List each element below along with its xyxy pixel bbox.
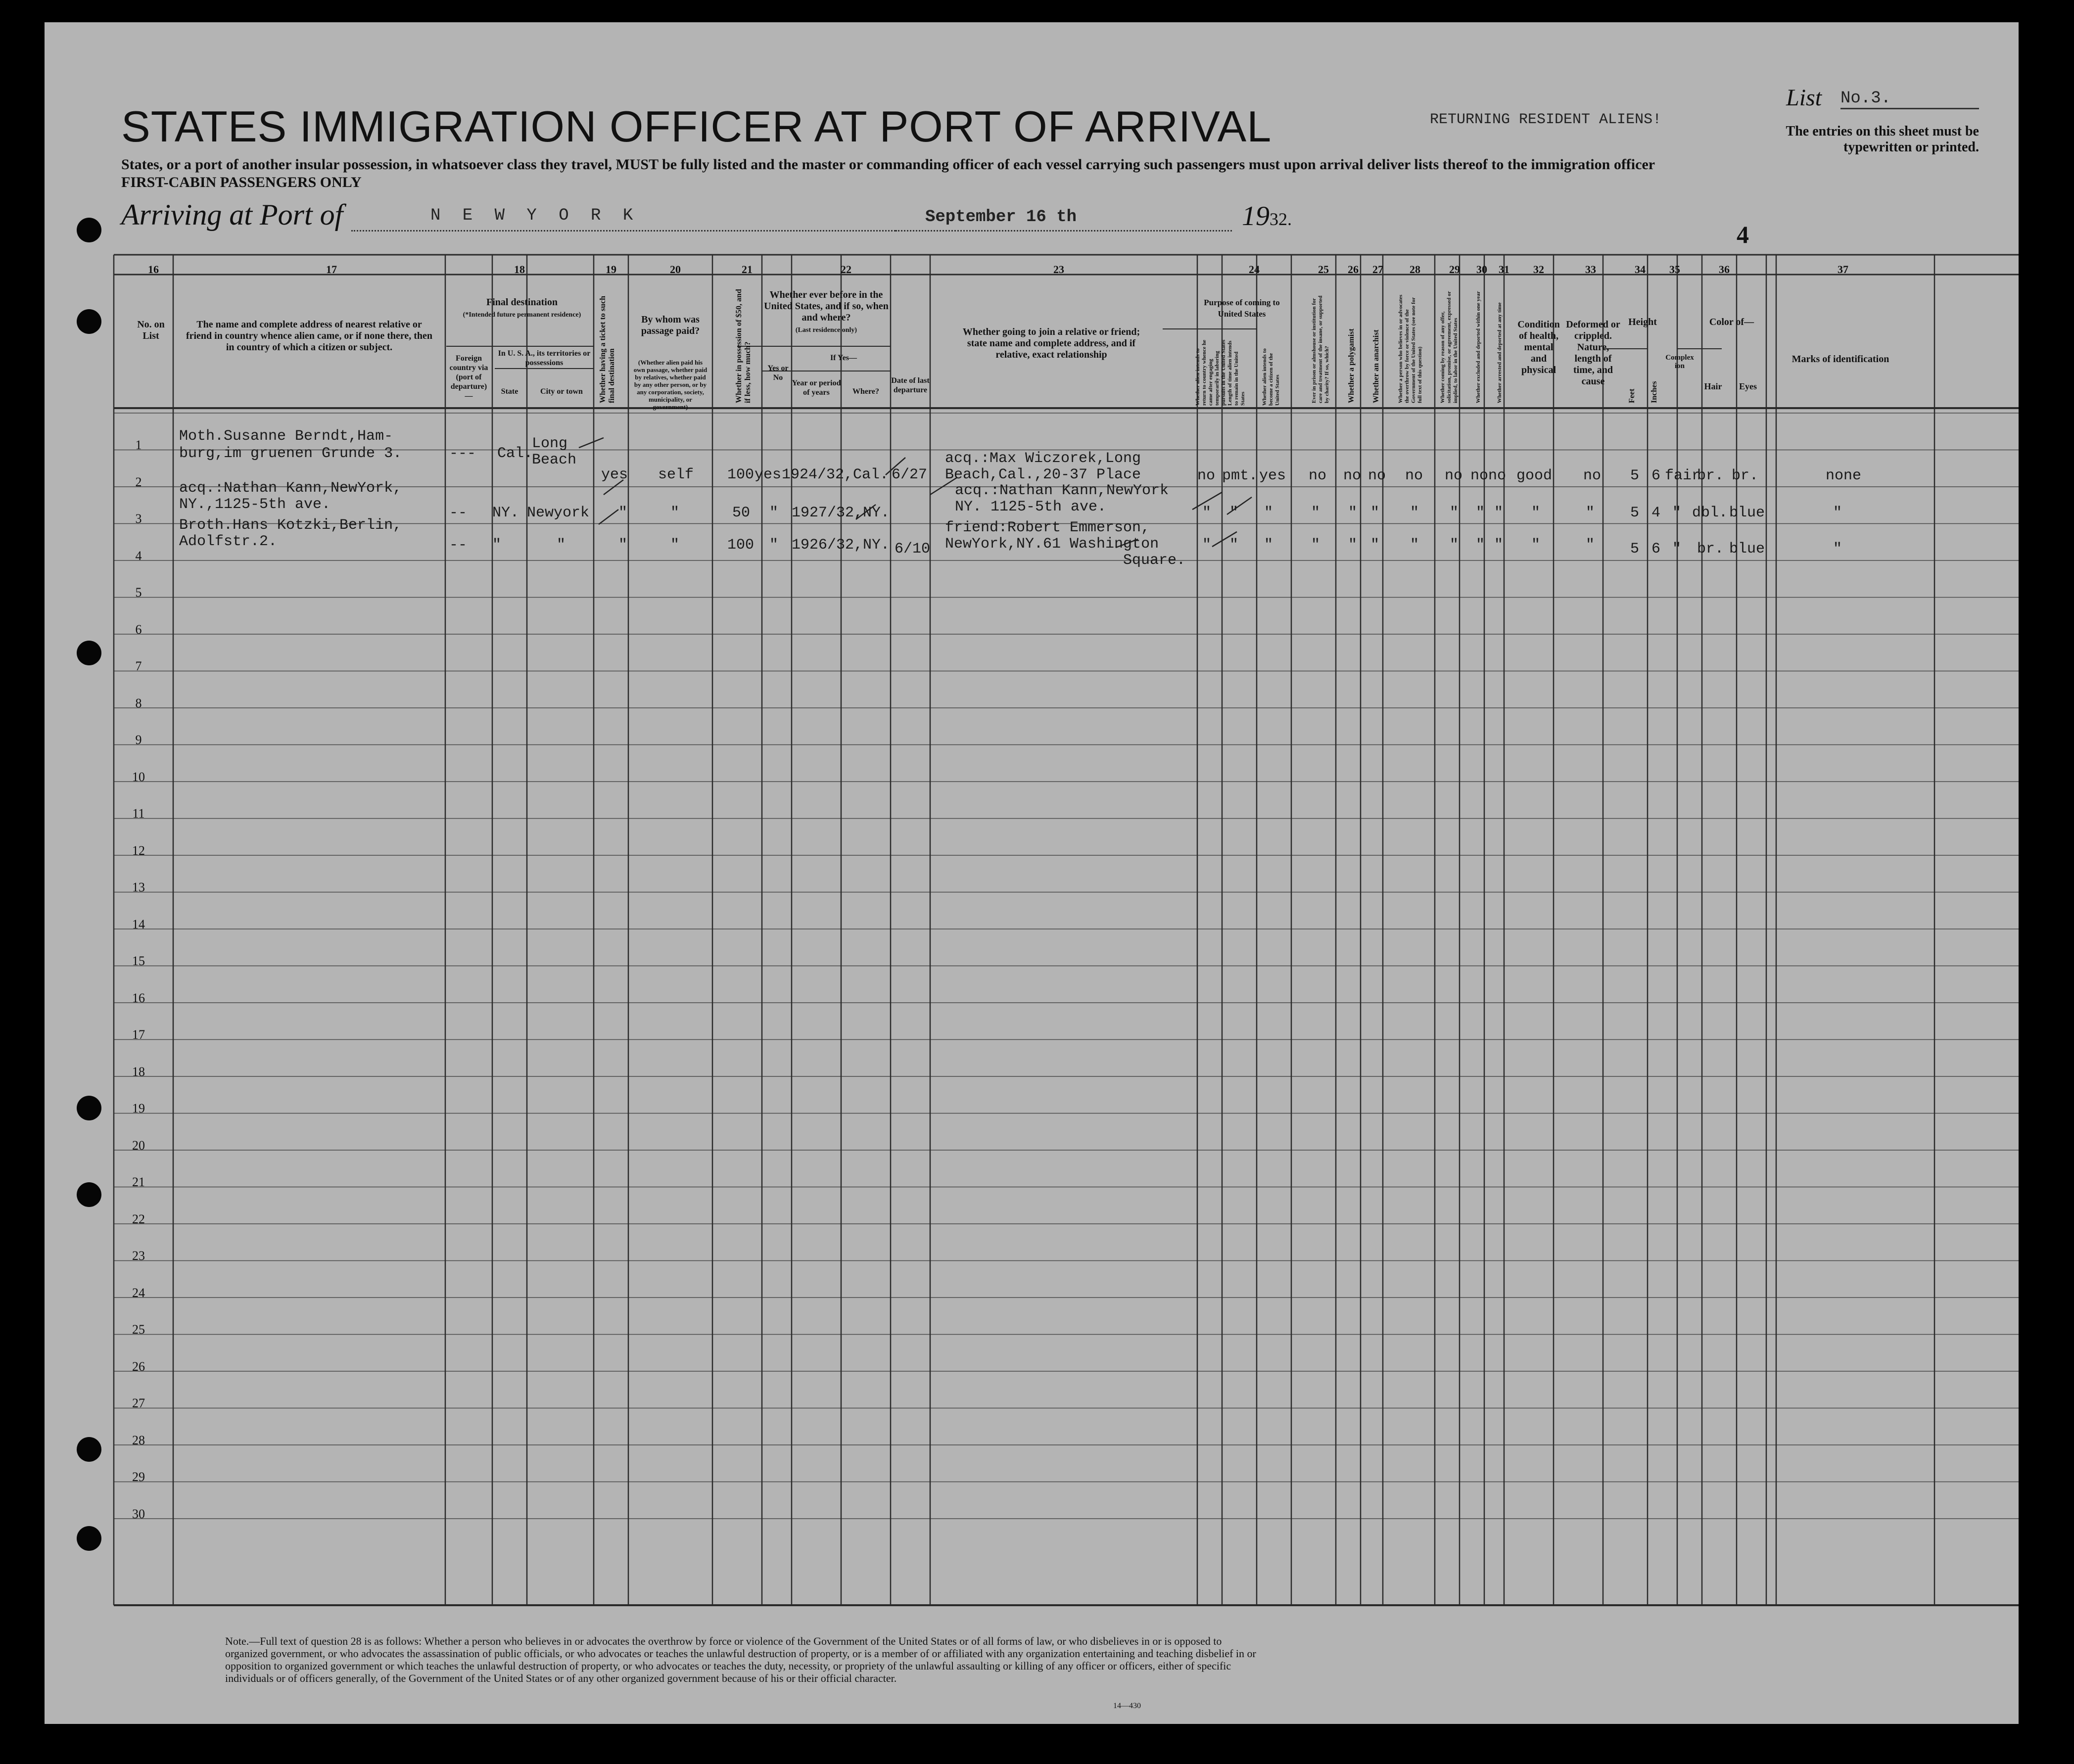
col-num-18: 18 xyxy=(514,263,525,276)
entry-1-paid: self xyxy=(658,466,694,483)
entry-3-relative-line2: Adolfstr.2. xyxy=(179,533,278,550)
entry-2-state: NY. xyxy=(492,505,519,521)
entry-1-city-line1: Long xyxy=(532,435,568,452)
entry-3-join-line3: Square. xyxy=(1123,552,1186,569)
header-hair: Hair xyxy=(1704,381,1722,391)
entry-1-inches: 6 xyxy=(1651,467,1661,484)
row-number: 28 xyxy=(132,1433,145,1447)
entry-1-city-line2: Beach xyxy=(532,452,577,468)
entry-1-complexion: fair xyxy=(1665,467,1701,484)
year-prefix: 19 xyxy=(1242,201,1270,232)
entry-2-purpose-citizen: " xyxy=(1264,505,1273,521)
col-num-29: 29 xyxy=(1449,263,1460,276)
entry-1-purpose-return: no xyxy=(1197,467,1216,484)
entry-3-years: 1926/32,NY. xyxy=(792,537,890,554)
arriving-label: Arriving at Port of xyxy=(121,198,343,231)
entry-3-feet: 5 xyxy=(1630,541,1640,557)
entry-3-q31: " xyxy=(1494,537,1504,554)
header-complexion: Complexion xyxy=(1665,354,1694,370)
entry-1-marks: none xyxy=(1826,467,1862,484)
col-num-36: 36 xyxy=(1719,263,1730,276)
col-num-31: 31 xyxy=(1499,263,1509,276)
col-num-30: 30 xyxy=(1476,263,1487,276)
header-q30: Whether excluded and deported within one year xyxy=(1475,291,1481,403)
col-num-22: 22 xyxy=(841,263,851,276)
entry-1-money: 100 xyxy=(727,466,754,483)
row-number: 9 xyxy=(135,733,142,747)
entry-3-departure: 6/10 xyxy=(895,541,931,557)
entry-3-q30: " xyxy=(1476,537,1485,554)
entry-1-years: 1924/32,Cal. xyxy=(782,466,889,483)
header-ticket: Whether having a ticket to such final destination xyxy=(599,295,616,403)
col-num-28: 28 xyxy=(1410,263,1420,276)
manifest-grid xyxy=(45,22,2019,1724)
entry-3-q26: " xyxy=(1348,537,1358,554)
year-suffix: 32. xyxy=(1270,209,1292,229)
row-number: 23 xyxy=(132,1249,145,1263)
row-number: 24 xyxy=(132,1285,145,1300)
col-num-27: 27 xyxy=(1372,263,1383,276)
row-number: 4 xyxy=(135,548,142,563)
entry-3-marks: " xyxy=(1833,541,1842,557)
row-number: 26 xyxy=(132,1359,145,1374)
row-number: 7 xyxy=(135,659,142,673)
col-num-32: 32 xyxy=(1533,263,1544,276)
entry-2-ticket: " xyxy=(618,505,628,521)
entry-1-state: Cal. xyxy=(497,445,533,462)
entry-2-purpose-return: " xyxy=(1202,505,1212,521)
entry-1-departure: 6/27 xyxy=(892,466,928,483)
entry-1-q27: no xyxy=(1368,467,1386,484)
entry-1-relative-line2: burg,im gruenen Grunde 3. xyxy=(179,445,402,462)
typewritten-note: The entries on this sheet must be typewritten or printed. xyxy=(1786,124,1979,155)
header-in-usa: In U. S. A., its territories or possessions xyxy=(498,349,591,367)
header-before-us xyxy=(762,289,891,336)
entry-3-purpose-length: " xyxy=(1229,537,1239,554)
row-number: 2 xyxy=(135,474,142,489)
question-28-note: Note.—Full text of question 28 is as follows: Whether a person who believes in or advocates the overthrow by force or violence of the Government of the United States or of all forms of law, or who disbelieves in or is opposed to organized government, or who advocates the assassination of public officials, or who advocates or teaches the unlawful destruction of property, or is a member of or affiliated with any organization entertaining and teaching disbelief in or opposition to organized government or which teaches the unlawful destruction of property, or who advocates or teaches the duty, necessity, or propriety of the unlawful assaulting or killing of any officer or officers, either of specific individuals or of officers generally, of the Government of the United States or of any other organized government because of his or their official character. xyxy=(225,1635,1256,1684)
row-number: 14 xyxy=(132,917,145,931)
entry-2-inches: 4 xyxy=(1651,505,1661,521)
header-q29: Whether coming by reason of any offer, solicitation, promise, or agreement, expressed or implied, to labor in the United States xyxy=(1440,291,1459,403)
instruction-line: States, or a port of another insular possession, in whatsoever class they travel, MUST be fully listed and the master or commanding officer of each vessel carrying such passengers must upon arrival deliver lists thereof to the immigration officer xyxy=(121,156,1655,173)
header-possession: Whether in possession of $50, and if less, how much? xyxy=(735,289,752,403)
entry-2-q29: " xyxy=(1450,505,1459,521)
first-cabin-label: FIRST-CABIN PASSENGERS ONLY xyxy=(121,174,362,190)
entry-3-complexion: " xyxy=(1672,541,1682,557)
entry-1-foreign: --- xyxy=(449,445,476,462)
entry-2-before: " xyxy=(769,505,779,521)
final-destination-sublabel: (*Intended future permanent residence) xyxy=(463,311,581,319)
header-purpose-length: Length of time alien intends to remain in the United States xyxy=(1227,340,1246,406)
row-number: 20 xyxy=(132,1138,145,1153)
header-where: Where? xyxy=(852,387,879,396)
header-year-period: Year or period of years xyxy=(792,379,841,397)
entry-3-state: " xyxy=(492,537,502,554)
entry-2-relative-line1: acq.:Nathan Kann,NewYork, xyxy=(179,480,402,497)
row-number: 21 xyxy=(132,1175,145,1189)
col-num-34: 34 xyxy=(1635,263,1646,276)
header-feet: Feet xyxy=(1628,388,1636,403)
entry-1-hair: br. xyxy=(1697,467,1724,484)
entry-2-q25: " xyxy=(1311,505,1320,521)
header-yes-no: Yes or No xyxy=(767,364,789,382)
row-number: 6 xyxy=(135,622,142,637)
header-marks: Marks of identification xyxy=(1791,354,1889,365)
row-number: 1 xyxy=(135,438,142,452)
entry-2-eyes: blue xyxy=(1729,505,1765,521)
header-state: State xyxy=(501,387,518,396)
header-color-of: Color of— xyxy=(1709,317,1754,327)
entry-1-q31: no xyxy=(1488,467,1507,484)
final-destination-label: Final destination xyxy=(486,297,558,308)
list-number: No.3. xyxy=(1840,89,1979,109)
entry-2-money: 50 xyxy=(732,505,751,521)
entry-1-join-line2: Beach,Cal.,20-37 Place xyxy=(945,466,1141,483)
entry-1-deformed: no xyxy=(1583,467,1602,484)
entry-3-q28: " xyxy=(1410,537,1419,554)
entry-2-q31: " xyxy=(1494,505,1504,521)
entry-1-eyes: br. xyxy=(1732,467,1759,484)
entry-3-q29: " xyxy=(1450,537,1459,554)
entry-1-q28: no xyxy=(1405,467,1423,484)
entry-3-purpose-return: " xyxy=(1202,537,1212,554)
list-label: List xyxy=(1786,85,1822,111)
entry-3-foreign: -- xyxy=(449,537,468,554)
header-relative: The name and complete address of nearest relative or friend in country whence alien came, or if none there, then in country of which a citizen or subject. xyxy=(186,319,433,353)
entry-1-relative-line1: Moth.Susanne Berndt,Ham- xyxy=(179,428,393,445)
form-number: 14—430 xyxy=(1113,1702,1141,1710)
entry-3-q25: " xyxy=(1311,537,1320,554)
manifest-sheet xyxy=(45,22,2019,1724)
header-date-departure: Date of last departure xyxy=(891,376,930,394)
entry-3-purpose-citizen: " xyxy=(1264,537,1273,554)
entry-3-join-line2: NewYork,NY.61 Washington xyxy=(945,536,1159,553)
entry-1-ticket: yes xyxy=(601,466,628,483)
col-num-23: 23 xyxy=(1053,263,1064,276)
header-purpose: Purpose of coming to United States xyxy=(1204,298,1280,319)
entry-2-complexion: " xyxy=(1672,505,1682,521)
arrival-date: September 16 th xyxy=(925,208,1077,227)
header-joining: Whether going to join a relative or friend; state name and complete address, and if relative, exact relationship xyxy=(962,326,1140,360)
entry-2-health: " xyxy=(1531,505,1541,521)
entry-3-inches: 6 xyxy=(1651,541,1661,557)
entry-2-foreign: -- xyxy=(449,505,468,521)
header-purpose-citizen: Whether alien intends to become a citizen of the United States xyxy=(1262,348,1280,406)
col-num-25: 25 xyxy=(1318,263,1329,276)
entry-2-join-line2: NY. 1125-5th ave. xyxy=(955,499,1107,515)
header-anarchist: Whether an anarchist xyxy=(1372,329,1380,403)
entry-2-relative-line2: NY.,1125-5th ave. xyxy=(179,496,331,513)
port-value: N E W Y O R K xyxy=(430,206,639,225)
entry-1-purpose-length: pmt. xyxy=(1222,467,1258,484)
entry-2-q28: " xyxy=(1410,505,1419,521)
entry-1-q26: no xyxy=(1343,467,1362,484)
row-number: 22 xyxy=(132,1211,145,1226)
row-number: 29 xyxy=(132,1470,145,1484)
entry-2-purpose-length: " xyxy=(1229,505,1239,521)
header-city: City or town xyxy=(540,387,583,396)
header-if-yes: If Yes— xyxy=(830,354,857,362)
col-num-26: 26 xyxy=(1348,263,1359,276)
col-num-21: 21 xyxy=(742,263,753,276)
header-foreign-country: Foreign country via (port of departure)— xyxy=(449,354,488,400)
entry-3-before: " xyxy=(769,537,779,554)
col-num-24: 24 xyxy=(1249,263,1260,276)
header-eyes: Eyes xyxy=(1739,381,1757,391)
col-num-37: 37 xyxy=(1838,263,1848,276)
row-number: 27 xyxy=(132,1396,145,1410)
row-number: 5 xyxy=(135,585,142,600)
row-number: 15 xyxy=(132,954,145,968)
col-num-33: 33 xyxy=(1585,263,1596,276)
entry-1-q25: no xyxy=(1309,467,1327,484)
entry-3-paid: " xyxy=(670,537,680,554)
header-paid-by-sub: (Whether alien paid his own passage, whether paid by relatives, whether paid by any other person, or by any corporation, society, municipality, or government) xyxy=(633,359,707,411)
col-num-19: 19 xyxy=(606,263,616,276)
col-num-35: 35 xyxy=(1669,263,1680,276)
entry-2-hair: dbl. xyxy=(1692,505,1728,521)
row-number: 3 xyxy=(135,511,142,526)
row-number: 19 xyxy=(132,1101,145,1115)
entry-3-deformed: " xyxy=(1586,537,1595,554)
row-number: 10 xyxy=(132,769,145,784)
header-polygamist: Whether a polygamist xyxy=(1347,328,1356,403)
before-us-sublabel: (Last residence only) xyxy=(795,326,857,334)
row-number: 13 xyxy=(132,880,145,894)
row-number: 12 xyxy=(132,843,145,858)
entry-3-city: " xyxy=(557,537,566,554)
entry-1-q30: no xyxy=(1470,467,1489,484)
header-no-on-list: No. on List xyxy=(137,319,165,341)
header-q28: Whether a person who believes in or advocates the overthrow by force or violence of the Government of the United States (see note for full text of this question) xyxy=(1398,294,1423,403)
row-number: 11 xyxy=(132,806,145,821)
entry-1-purpose-citizen: yes xyxy=(1259,467,1286,484)
header-health: Condition of health, mental and physical xyxy=(1517,319,1560,375)
entry-1-before: yes xyxy=(754,466,782,483)
entry-2-city: Newyork xyxy=(527,505,590,521)
form-title: STATES IMMIGRATION OFFICER AT PORT OF ARRIVAL xyxy=(121,102,1272,151)
row-number: 8 xyxy=(135,696,142,710)
header-paid-by: By whom was passage paid? xyxy=(641,314,700,336)
returning-residents-stamp: RETURNING RESIDENT ALIENS! xyxy=(1430,111,1662,128)
row-number: 25 xyxy=(132,1322,145,1337)
row-number: 18 xyxy=(132,1064,145,1079)
entry-3-ticket: " xyxy=(618,537,628,554)
header-deformed: Deformed or crippled. Nature, length of time, and cause xyxy=(1566,319,1620,387)
entry-3-health: " xyxy=(1531,537,1541,554)
entry-3-join-line1: friend:Robert Emmerson, xyxy=(945,519,1150,536)
entry-3-hair: br. xyxy=(1697,541,1724,557)
entry-2-join-line1: acq.:Nathan Kann,NewYork xyxy=(955,482,1169,499)
entry-1-join-line1: acq.:Max Wiczorek,Long xyxy=(945,450,1141,467)
row-number: 16 xyxy=(132,990,145,1005)
entry-2-years: 1927/32,NY. xyxy=(792,505,890,521)
header-height: Height xyxy=(1628,317,1657,327)
entry-2-feet: 5 xyxy=(1630,505,1640,521)
entry-3-eyes: blue xyxy=(1729,541,1765,557)
page-mark: 4 xyxy=(1737,221,1749,248)
entry-3-q27: " xyxy=(1370,537,1380,554)
header-inches: Inches xyxy=(1650,381,1658,403)
entry-2-q27: " xyxy=(1370,505,1380,521)
entry-2-paid: " xyxy=(670,505,680,521)
entry-3-money: 100 xyxy=(727,537,754,554)
entry-2-q26: " xyxy=(1348,505,1358,521)
entry-2-marks: " xyxy=(1833,505,1842,521)
header-final-destination xyxy=(455,297,589,321)
entry-2-deformed: " xyxy=(1586,505,1595,521)
entry-1-health: good xyxy=(1516,467,1553,484)
before-us-label: Whether ever before in the United States, and if so, when and where? xyxy=(764,289,889,323)
entry-3-relative-line1: Broth.Hans Kotzki,Berlin, xyxy=(179,517,402,534)
col-num-16: 16 xyxy=(148,263,159,276)
row-number: 17 xyxy=(132,1027,145,1042)
header-q31: Whether arrested and deported at any time xyxy=(1497,302,1503,403)
col-num-20: 20 xyxy=(670,263,681,276)
header-prison: Ever in prison or almshouse or institution for care and treatment of the insane, or supported by charity? If so, which? xyxy=(1311,295,1330,403)
entry-1-q29: no xyxy=(1445,467,1463,484)
header-purpose-return: Whether alien intends to return to country whence he came after engaging temporarily in laboring pursuits in the United States xyxy=(1195,339,1226,406)
col-num-17: 17 xyxy=(326,263,337,276)
entry-2-q30: " xyxy=(1476,505,1485,521)
row-number: 30 xyxy=(132,1506,145,1521)
entry-1-feet: 5 xyxy=(1630,467,1640,484)
